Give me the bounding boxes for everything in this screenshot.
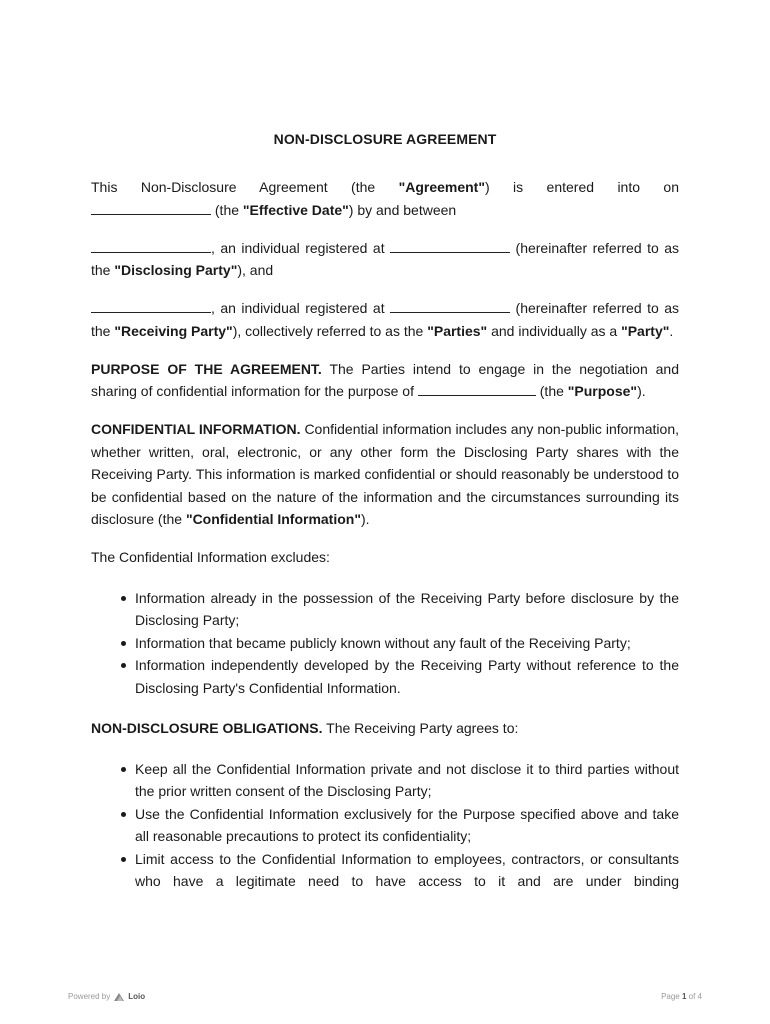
- disclosing-party-paragraph: , an individual registered at (hereinafter referred to as the "Disclosing Party"), and: [91, 239, 679, 278]
- list-item: Keep all the Confidential Information private and not disclose it to third parties without the prior written consent of the Disclosing Party;: [135, 758, 679, 803]
- obligations-list: [91, 758, 679, 893]
- list-item: Information independently developed by the Receiving Party without reference to the Disclosing Party's Confidential Information.: [135, 654, 679, 699]
- effective-date-blank[interactable]: [91, 200, 211, 215]
- parties-term: "Parties": [427, 322, 488, 339]
- loio-logo-icon: [114, 993, 124, 1001]
- confidential-heading: CONFIDENTIAL INFORMATION.: [91, 421, 301, 437]
- confidential-information-term: "Confidential Information": [185, 511, 361, 527]
- confidential-information-paragraph: CONFIDENTIAL INFORMATION. Confidential information includes any non-public information, whether written, oral, electronic, or any other form the Disclosing Party shares with the Receiving Party. This information is marked confidential or should reasonably be understood to be confidential based on the nature of the information and the circumstances surrounding its disclosure (the "Confidential Information").: [91, 421, 679, 527]
- purpose-term: "Purpose": [567, 383, 638, 399]
- disclosing-party-address-blank[interactable]: [390, 238, 510, 253]
- document-body: [91, 176, 679, 909]
- powered-by-footer: [68, 992, 145, 1001]
- list-item: Limit access to the Confidential Information to employees, contractors, or consultants who have a legitimate need to have access to it and are under binding: [135, 848, 679, 893]
- disclosing-party-name-blank[interactable]: [91, 238, 211, 253]
- document-title: NON-DISCLOSURE AGREEMENT: [273, 131, 497, 147]
- purpose-blank[interactable]: [418, 381, 536, 396]
- loio-brand: Loio: [128, 992, 146, 1001]
- intro-paragraph: This Non-Disclosure Agreement (the "Agreement") is entered into on (the "Effective Date") by and between: [91, 179, 679, 218]
- receiving-party-address-blank[interactable]: [390, 298, 510, 313]
- purpose-paragraph: PURPOSE OF THE AGREEMENT. The Parties intend to engage in the negotiation and sharing of confidential information for the purpose of (the "Purpose").: [91, 360, 679, 399]
- list-item: Information that became publicly known without any fault of the Receiving Party;: [135, 632, 679, 655]
- page-indicator: Page 1 of 4: [661, 992, 702, 1001]
- obligations-heading: NON-DISCLOSURE OBLIGATIONS.: [91, 720, 323, 736]
- disclosing-party-term: "Disclosing Party": [114, 262, 238, 278]
- current-page-number: 1: [681, 992, 687, 1001]
- agreement-term: "Agreement": [398, 179, 485, 195]
- list-item: Information already in the possession of the Receiving Party before disclosure by the Disclosing Party;: [135, 587, 679, 632]
- party-term: "Party": [621, 322, 670, 339]
- effective-date-term: "Effective Date": [242, 201, 349, 218]
- obligations-paragraph: NON-DISCLOSURE OBLIGATIONS. The Receiving Party agrees to:: [91, 720, 519, 736]
- list-item: Use the Confidential Information exclusively for the Purpose specified above and take all reasonable precautions to protect its confidentiality;: [135, 803, 679, 848]
- receiving-party-term: "Receiving Party": [114, 322, 233, 339]
- receiving-party-name-blank[interactable]: [91, 298, 211, 313]
- purpose-heading: PURPOSE OF THE AGREEMENT.: [91, 360, 322, 377]
- excludes-list: [91, 587, 679, 700]
- powered-by-label: Powered by: [68, 992, 111, 1001]
- excludes-intro: The Confidential Information excludes:: [91, 549, 330, 565]
- receiving-party-paragraph: , an individual registered at (hereinafter referred to as the "Receiving Party"), collectively referred to as the "Parties" and individually as a "Party".: [91, 300, 679, 339]
